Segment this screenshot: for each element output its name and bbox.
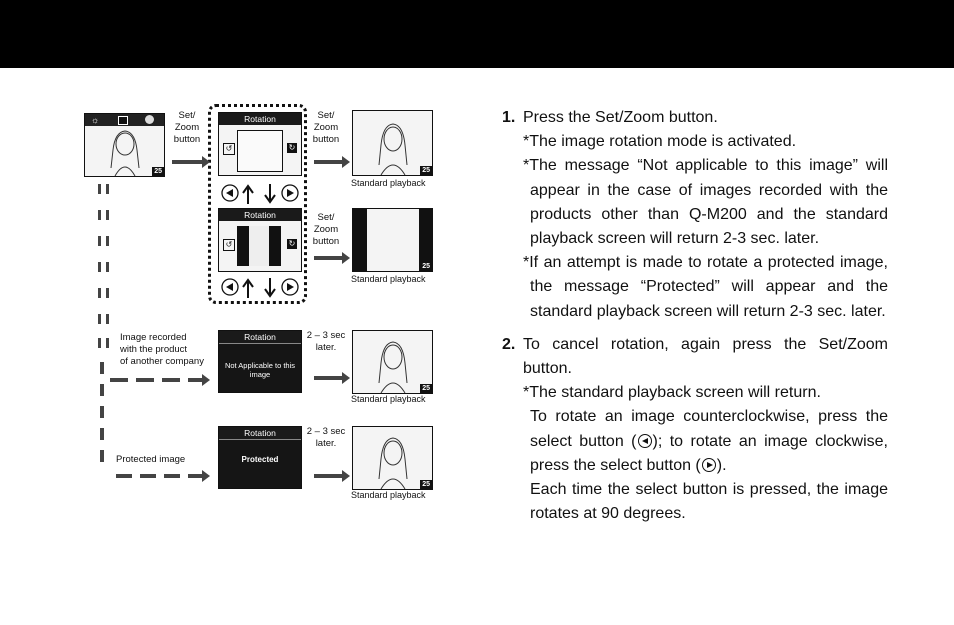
- step-1-note-3: *If an attempt is made to rotate a protected image, the message “Protected” will appear and the standard playback screen will return 2-3 sec. later.: [523, 254, 888, 320]
- other-company-label: Image recorded with the product of another company: [120, 332, 204, 367]
- step-1-note-2: *The message “Not applicable to this image” will appear in the case of images recorded with the products other than Q-M200 and the standard playback screen will return 2-3 sec. later.: [523, 157, 888, 248]
- step-2-text: To cancel rotation, again press the Set/Zoom button.: [523, 335, 888, 378]
- para-1-part-c: ).: [716, 456, 727, 474]
- set-zoom-label-2: Set/ Zoom button: [312, 110, 340, 145]
- frame-number-badge-4: 25: [422, 385, 430, 392]
- rotation-title-3: Rotation: [219, 331, 301, 344]
- set-zoom-label-3: Set/ Zoom button: [312, 212, 340, 247]
- rotation-title-2: Rotation: [219, 209, 301, 221]
- sun-icon: ☼: [91, 115, 100, 125]
- protected-message: Protected: [241, 455, 279, 464]
- rotate-right-icon: ↻: [288, 143, 296, 152]
- para-1-part-b: ); to rotate an image clockwise, press the select button (: [530, 432, 889, 474]
- standard-playback-caption-1: Standard playback: [351, 178, 426, 188]
- step-2-para-1: [523, 405, 888, 478]
- set-zoom-label-1: Set/ Zoom button: [173, 110, 201, 145]
- step-2-para-2: Each time the select button is pressed, the image rotates at 90 degrees.: [530, 481, 888, 523]
- header-bar: [0, 0, 954, 68]
- frame-number-badge-2: 25: [422, 167, 430, 174]
- standard-playback-caption-4: Standard playback: [351, 490, 426, 500]
- frame-number-badge: 25: [154, 168, 162, 175]
- frame-number-badge-5: 25: [422, 481, 430, 488]
- para-1-part-a: To rotate an image counterclockwise, press the select button (: [530, 408, 888, 450]
- step-1-text: Press the Set/Zoom button.: [523, 109, 718, 126]
- flow-arrows: [80, 100, 450, 510]
- rotation-flow-diagram: [80, 100, 450, 510]
- step-1: [502, 106, 888, 324]
- not-applicable-message: Not Applicable to this image: [224, 361, 296, 379]
- frame-number-badge-3: 25: [422, 263, 430, 270]
- step-1-note-1: *The image rotation mode is activated.: [523, 133, 797, 151]
- rotate-right-icon-2: ↻: [288, 239, 296, 248]
- protected-image-label: Protected image: [116, 454, 186, 465]
- step-2-note-1: *The standard playback screen will return.: [523, 384, 821, 402]
- rotation-title-4: Rotation: [219, 427, 301, 440]
- standard-playback-caption-3: Standard playback: [351, 394, 426, 404]
- delay-label-2: 2 – 3 sec later.: [306, 426, 346, 449]
- delay-label-1: 2 – 3 sec later.: [306, 330, 346, 353]
- rotation-title: Rotation: [219, 113, 301, 125]
- step-1-number: 1.: [502, 109, 516, 126]
- rotate-left-icon-2: ↺: [223, 239, 235, 251]
- instructions: [502, 106, 888, 526]
- step-2: [502, 333, 888, 527]
- standard-playback-caption-2: Standard playback: [351, 274, 426, 284]
- select-right-button-icon: [702, 458, 716, 472]
- select-left-button-icon: [638, 434, 652, 448]
- step-2-number: 2.: [502, 335, 516, 353]
- rotate-left-icon: ↺: [223, 143, 235, 155]
